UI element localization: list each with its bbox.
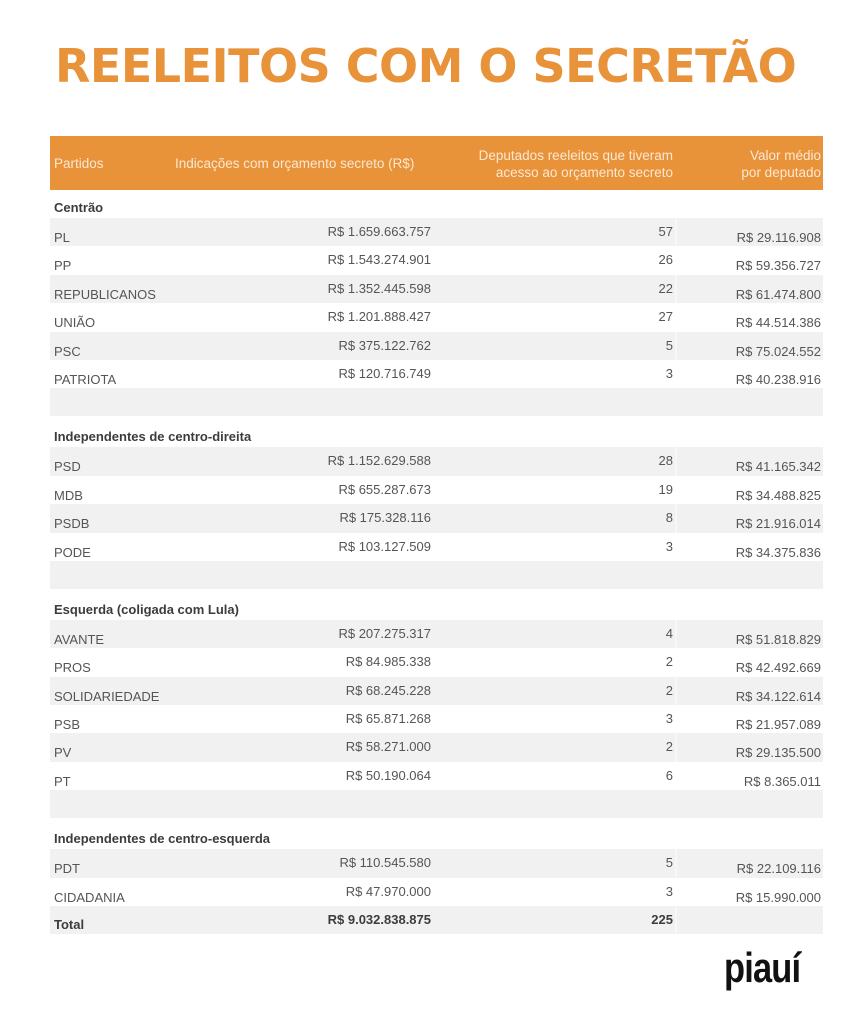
table-body xyxy=(50,190,823,906)
total-row xyxy=(50,906,823,934)
indications-value: R$ 84.985.338 xyxy=(345,654,431,670)
column-divider xyxy=(675,733,677,761)
average-value: R$ 44.514.386 xyxy=(735,315,821,331)
average-value: R$ 29.116.908 xyxy=(736,230,821,245)
average-value: R$ 51.818.829 xyxy=(735,631,821,647)
deputies-count: 28 xyxy=(658,453,673,469)
header-deputies-line2: acesso ao orçamento secreto xyxy=(495,165,673,180)
header-average-line2: por deputado xyxy=(741,165,821,180)
deputies-count: 2 xyxy=(665,654,673,670)
deputies-count: 3 xyxy=(665,883,673,899)
table-row xyxy=(50,447,823,475)
column-divider xyxy=(675,849,677,877)
deputies-count: 19 xyxy=(658,481,673,497)
total-label: Total xyxy=(54,917,85,933)
deputies-count: 3 xyxy=(665,538,673,554)
header-average-line1: Valor médio xyxy=(749,148,821,163)
average-value: R$ 61.474.800 xyxy=(735,286,821,302)
table-row xyxy=(50,332,823,360)
group-spacer xyxy=(50,790,823,818)
table-row xyxy=(50,849,823,877)
table-row xyxy=(50,533,823,561)
average-value: R$ 75.024.552 xyxy=(735,343,821,359)
table-row xyxy=(50,476,823,504)
deputies-count: 22 xyxy=(658,280,673,296)
party-name: AVANTE xyxy=(54,631,105,647)
page-title: REELEITOS COM O SECRETÃO xyxy=(55,39,797,93)
indications-value: R$ 1.201.888.427 xyxy=(327,309,431,325)
table-row xyxy=(50,504,823,532)
table-header xyxy=(50,136,823,190)
deputies-count: 2 xyxy=(665,739,673,755)
average-value: R$ 34.122.614 xyxy=(735,688,821,704)
average-value: R$ 8.365.011 xyxy=(743,773,821,789)
column-divider xyxy=(675,620,677,648)
group-label-row xyxy=(50,592,823,620)
indications-value: R$ 655.287.673 xyxy=(338,481,431,497)
table-row xyxy=(50,733,823,761)
column-divider xyxy=(675,332,677,360)
deputies-count: 8 xyxy=(665,510,673,526)
average-value: R$ 29.135.500 xyxy=(735,745,821,761)
party-name: PSC xyxy=(54,343,81,359)
piaui-logo: piauí xyxy=(724,944,801,991)
column-divider xyxy=(675,218,677,246)
table-row xyxy=(50,762,823,790)
party-name: PP xyxy=(54,258,72,274)
column-divider xyxy=(675,447,677,475)
average-value: R$ 15.990.000 xyxy=(735,889,821,905)
indications-value: R$ 1.659.663.757 xyxy=(327,224,431,239)
party-name: PSDB xyxy=(54,516,90,532)
group-label-row xyxy=(50,821,823,849)
column-divider xyxy=(675,906,677,934)
average-value: R$ 21.916.014 xyxy=(735,516,821,532)
table-row xyxy=(50,648,823,676)
average-value: R$ 40.238.916 xyxy=(735,371,821,387)
table-row xyxy=(50,218,823,246)
deputies-count: 26 xyxy=(658,252,673,268)
indications-value: R$ 110.545.580 xyxy=(339,855,431,871)
table-row xyxy=(50,246,823,274)
group-label: Centrão xyxy=(54,200,104,215)
average-value: R$ 42.492.669 xyxy=(735,660,821,676)
deputies-count: 5 xyxy=(665,855,673,871)
party-name: PDT xyxy=(54,861,80,877)
party-name: UNIÃO xyxy=(54,315,96,331)
indications-value: R$ 375.122.762 xyxy=(338,337,431,353)
indications-value: R$ 207.275.317 xyxy=(338,625,431,641)
party-name: MDB xyxy=(54,487,83,503)
deputies-count: 6 xyxy=(665,767,673,783)
column-divider xyxy=(675,677,677,705)
total-indications: R$ 9.032.838.875 xyxy=(327,912,431,928)
average-value: R$ 34.375.836 xyxy=(735,544,821,560)
average-value: R$ 34.488.825 xyxy=(735,487,821,503)
indications-value: R$ 58.271.000 xyxy=(345,739,431,755)
average-value: R$ 22.109.116 xyxy=(736,861,821,877)
header-average xyxy=(701,147,821,181)
party-name: SOLIDARIEDADE xyxy=(54,688,160,704)
table-row xyxy=(50,620,823,648)
party-name: REPUBLICANOS xyxy=(54,286,156,302)
deputies-count: 5 xyxy=(665,337,673,353)
deputies-count: 27 xyxy=(658,309,673,325)
indications-value: R$ 103.127.509 xyxy=(338,538,431,554)
table-row xyxy=(50,303,823,331)
header-indications: Indicações com orçamento secreto (R$) xyxy=(175,156,415,171)
average-value: R$ 41.165.342 xyxy=(735,459,821,475)
party-name: PV xyxy=(54,745,72,761)
party-name: PL xyxy=(54,230,70,245)
group-label: Independentes de centro-esquerda xyxy=(54,831,270,847)
column-divider xyxy=(675,275,677,303)
deputies-count: 4 xyxy=(665,625,673,641)
indications-value: R$ 1.543.274.901 xyxy=(327,252,431,268)
table-row xyxy=(50,878,823,906)
party-name: PSD xyxy=(54,459,81,475)
deputies-count: 3 xyxy=(665,711,673,727)
indications-value: R$ 1.152.629.588 xyxy=(327,453,431,469)
deputies-count: 3 xyxy=(665,365,673,381)
indications-value: R$ 1.352.445.598 xyxy=(327,280,431,296)
party-name: PATRIOTA xyxy=(54,371,117,387)
group-label-row xyxy=(50,419,823,447)
party-name: CIDADANIA xyxy=(54,889,125,905)
table-row xyxy=(50,677,823,705)
party-name: PROS xyxy=(54,660,91,676)
header-party: Partidos xyxy=(54,156,104,171)
deputies-count: 2 xyxy=(665,682,673,698)
indications-value: R$ 68.245.228 xyxy=(345,682,431,698)
party-name: PT xyxy=(54,773,71,789)
group-label: Independentes de centro-direita xyxy=(54,429,252,445)
indications-value: R$ 120.716.749 xyxy=(338,365,431,381)
table-row xyxy=(50,360,823,388)
indications-value: R$ 47.970.000 xyxy=(345,883,431,899)
indications-value: R$ 65.871.268 xyxy=(345,711,431,727)
average-value: R$ 59.356.727 xyxy=(735,258,821,274)
average-value: R$ 21.957.089 xyxy=(735,717,821,733)
party-name: PODE xyxy=(54,544,91,560)
deputies-count: 57 xyxy=(658,224,673,239)
reelected-table xyxy=(50,136,823,934)
header-deputies xyxy=(433,147,673,181)
group-label: Esquerda (coligada com Lula) xyxy=(54,601,239,617)
table-row xyxy=(50,275,823,303)
indications-value: R$ 175.328.116 xyxy=(339,510,431,526)
group-spacer xyxy=(50,561,823,589)
indications-value: R$ 50.190.064 xyxy=(345,767,431,783)
table-row xyxy=(50,705,823,733)
total-deputies: 225 xyxy=(651,912,673,928)
party-name: PSB xyxy=(54,717,81,733)
header-deputies-line1: Deputados reeleitos que tiveram xyxy=(478,148,673,163)
group-spacer xyxy=(50,388,823,416)
group-label-row xyxy=(50,190,823,218)
column-divider xyxy=(675,504,677,532)
